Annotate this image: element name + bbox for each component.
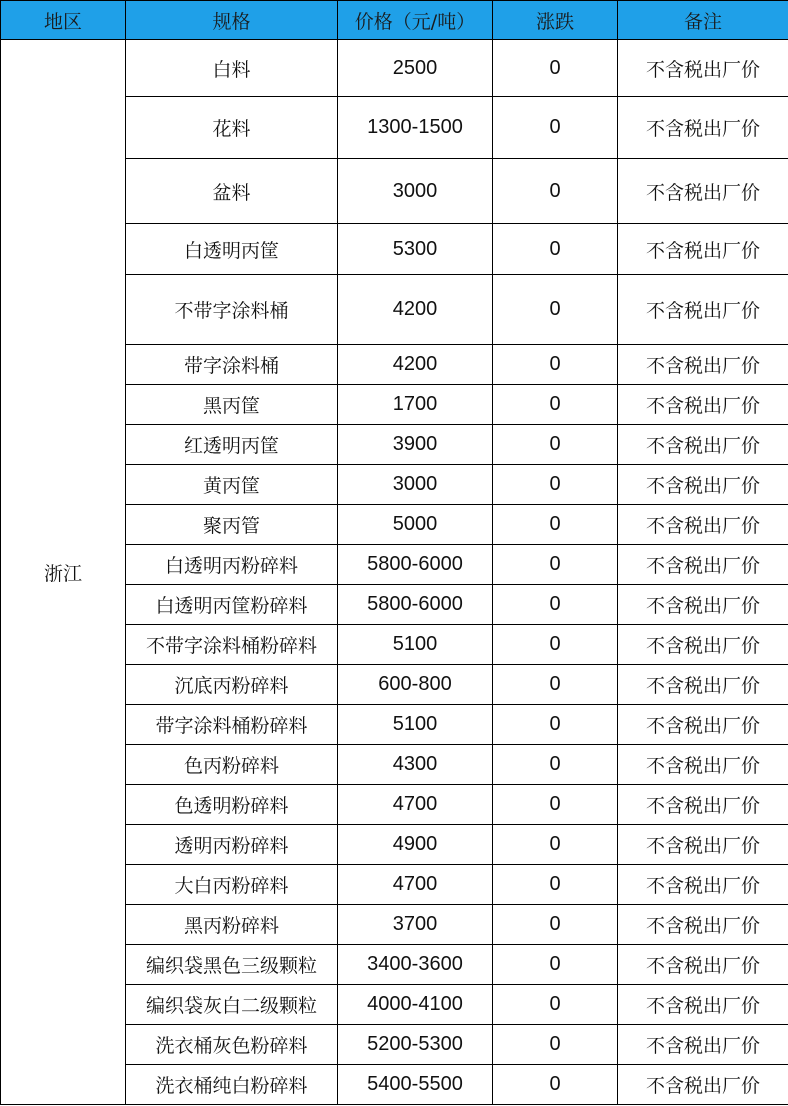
note-cell: 不含税出厂价 xyxy=(618,585,788,625)
price-cell: 3400-3600 xyxy=(338,945,493,985)
price-cell: 1700 xyxy=(338,385,493,425)
header-region: 地区 xyxy=(1,1,126,40)
price-cell: 4900 xyxy=(338,825,493,865)
spec-cell: 透明丙粉碎料 xyxy=(126,825,338,865)
price-cell: 600-800 xyxy=(338,665,493,705)
change-cell: 0 xyxy=(493,345,618,385)
change-cell: 0 xyxy=(493,785,618,825)
spec-cell: 黄丙筐 xyxy=(126,465,338,505)
change-cell: 0 xyxy=(493,465,618,505)
table-body xyxy=(1,40,788,1105)
note-cell: 不含税出厂价 xyxy=(618,224,788,275)
price-cell: 4700 xyxy=(338,865,493,905)
price-cell: 4300 xyxy=(338,745,493,785)
note-cell: 不含税出厂价 xyxy=(618,825,788,865)
spec-cell: 盆料 xyxy=(126,159,338,224)
note-cell: 不含税出厂价 xyxy=(618,40,788,97)
price-cell: 5000 xyxy=(338,505,493,545)
table-row xyxy=(1,40,788,97)
spec-cell: 洗衣桶纯白粉碎料 xyxy=(126,1065,338,1105)
note-cell: 不含税出厂价 xyxy=(618,97,788,159)
change-cell: 0 xyxy=(493,625,618,665)
price-cell: 1300-1500 xyxy=(338,97,493,159)
change-cell: 0 xyxy=(493,40,618,97)
note-cell: 不含税出厂价 xyxy=(618,385,788,425)
change-cell: 0 xyxy=(493,905,618,945)
change-cell: 0 xyxy=(493,97,618,159)
price-cell: 4200 xyxy=(338,345,493,385)
spec-cell: 色丙粉碎料 xyxy=(126,745,338,785)
change-cell: 0 xyxy=(493,825,618,865)
change-cell: 0 xyxy=(493,585,618,625)
price-cell: 5100 xyxy=(338,705,493,745)
change-cell: 0 xyxy=(493,425,618,465)
price-cell: 5800-6000 xyxy=(338,545,493,585)
spec-cell: 白透明丙粉碎料 xyxy=(126,545,338,585)
spec-cell: 编织袋黑色三级颗粒 xyxy=(126,945,338,985)
note-cell: 不含税出厂价 xyxy=(618,905,788,945)
price-cell: 5300 xyxy=(338,224,493,275)
change-cell: 0 xyxy=(493,505,618,545)
change-cell: 0 xyxy=(493,385,618,425)
note-cell: 不含税出厂价 xyxy=(618,545,788,585)
region-cell: 浙江 xyxy=(1,40,126,1105)
spec-cell: 带字涂料桶 xyxy=(126,345,338,385)
note-cell: 不含税出厂价 xyxy=(618,159,788,224)
note-cell: 不含税出厂价 xyxy=(618,865,788,905)
change-cell: 0 xyxy=(493,1065,618,1105)
spec-cell: 黑丙粉碎料 xyxy=(126,905,338,945)
spec-cell: 聚丙管 xyxy=(126,505,338,545)
header-spec: 规格 xyxy=(126,1,338,40)
change-cell: 0 xyxy=(493,705,618,745)
spec-cell: 沉底丙粉碎料 xyxy=(126,665,338,705)
note-cell: 不含税出厂价 xyxy=(618,425,788,465)
spec-cell: 编织袋灰白二级颗粒 xyxy=(126,985,338,1025)
price-cell: 5400-5500 xyxy=(338,1065,493,1105)
price-cell: 4000-4100 xyxy=(338,985,493,1025)
header-change: 涨跌 xyxy=(493,1,618,40)
note-cell: 不含税出厂价 xyxy=(618,665,788,705)
price-cell: 5800-6000 xyxy=(338,585,493,625)
change-cell: 0 xyxy=(493,224,618,275)
spec-cell: 大白丙粉碎料 xyxy=(126,865,338,905)
change-cell: 0 xyxy=(493,545,618,585)
change-cell: 0 xyxy=(493,275,618,345)
spec-cell: 白透明丙筐粉碎料 xyxy=(126,585,338,625)
note-cell: 不含税出厂价 xyxy=(618,505,788,545)
note-cell: 不含税出厂价 xyxy=(618,785,788,825)
price-cell: 2500 xyxy=(338,40,493,97)
price-cell: 4700 xyxy=(338,785,493,825)
price-cell: 5100 xyxy=(338,625,493,665)
price-cell: 3000 xyxy=(338,465,493,505)
note-cell: 不含税出厂价 xyxy=(618,705,788,745)
price-cell: 5200-5300 xyxy=(338,1025,493,1065)
spec-cell: 花料 xyxy=(126,97,338,159)
note-cell: 不含税出厂价 xyxy=(618,345,788,385)
change-cell: 0 xyxy=(493,665,618,705)
note-cell: 不含税出厂价 xyxy=(618,465,788,505)
spec-cell: 黑丙筐 xyxy=(126,385,338,425)
spec-cell: 白料 xyxy=(126,40,338,97)
spec-cell: 不带字涂料桶粉碎料 xyxy=(126,625,338,665)
note-cell: 不含税出厂价 xyxy=(618,985,788,1025)
price-cell: 4200 xyxy=(338,275,493,345)
price-cell: 3900 xyxy=(338,425,493,465)
change-cell: 0 xyxy=(493,945,618,985)
change-cell: 0 xyxy=(493,985,618,1025)
header-price: 价格（元/吨） xyxy=(338,1,493,40)
spec-cell: 色透明粉碎料 xyxy=(126,785,338,825)
spec-cell: 红透明丙筐 xyxy=(126,425,338,465)
note-cell: 不含税出厂价 xyxy=(618,945,788,985)
price-cell: 3700 xyxy=(338,905,493,945)
note-cell: 不含税出厂价 xyxy=(618,1065,788,1105)
header-note: 备注 xyxy=(618,1,788,40)
spec-cell: 不带字涂料桶 xyxy=(126,275,338,345)
note-cell: 不含税出厂价 xyxy=(618,745,788,785)
note-cell: 不含税出厂价 xyxy=(618,1025,788,1065)
header-row xyxy=(1,1,788,40)
price-cell: 3000 xyxy=(338,159,493,224)
spec-cell: 洗衣桶灰色粉碎料 xyxy=(126,1025,338,1065)
note-cell: 不含税出厂价 xyxy=(618,625,788,665)
change-cell: 0 xyxy=(493,865,618,905)
note-cell: 不含税出厂价 xyxy=(618,275,788,345)
change-cell: 0 xyxy=(493,1025,618,1065)
change-cell: 0 xyxy=(493,745,618,785)
spec-cell: 白透明丙筐 xyxy=(126,224,338,275)
spec-cell: 带字涂料桶粉碎料 xyxy=(126,705,338,745)
change-cell: 0 xyxy=(493,159,618,224)
